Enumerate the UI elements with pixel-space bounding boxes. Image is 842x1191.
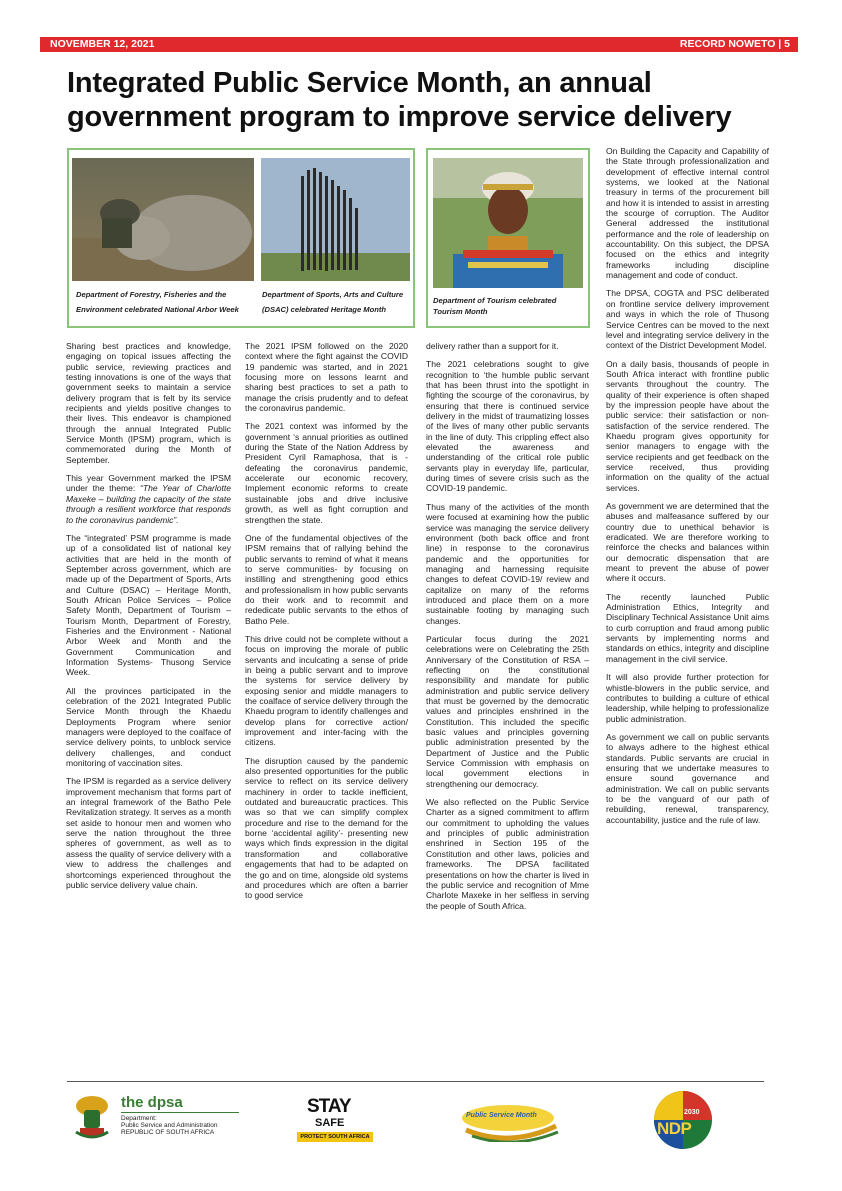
paragraph: The DPSA, COGTA and PSC deliberated on frontline service delivery improvement and ways in which the role of Thusong Service Centres can be moved to the next level and integrating service delivery in the context of the District Development Model. [606,288,769,351]
paragraph-theme: This year Government marked the IPSM under the theme: “The Year of Charlotte Maxeke – building the capacity of the state through a resilient workforce that responds to the coronavirus pandemic”. [66,473,231,525]
dpsa-dept-label: Department: [121,1115,157,1122]
stay-safe-mid: SAFE [315,1117,345,1129]
article-title: Integrated Public Service Month, an annual government program to improve service delivery [67,67,732,133]
public-service-month-logo [458,1100,562,1142]
paragraph: The recently launched Public Administration Ethics, Integrity and Disciplinary Technical Assistance Unit aims to curb corruption and fraud among public servants by implementing norms and standards on ethics, integrity and discipline management in the civil service. [606,591,769,664]
dpsa-logo [70,1092,240,1142]
caption-tourism: Department of Tourism celebrated Tourism Month [433,296,557,316]
paragraph: We also reflected on the Public Service Charter as a signed commitment to affirm our commitment to upholding the values and principles of public administration enshrined in Section 195 of the Constitution and other laws, policies and frameworks. The DPSA facilitated presentations on how the charter is lived in the public service and recognition of Mme Charlote Maxeke in her selfless in serving the people of South Africa. [426,797,589,911]
ndp-year: 2030 [684,1109,700,1116]
paragraph: It will also provide further protection for whistle-blowers in the public service, and contributes to building a culture of ethical leadership, while helping to professionalize public administration. [606,672,769,724]
article-column-1 [66,341,231,898]
dpsa-name: the dpsa [121,1094,183,1111]
paragraph: On a daily basis, thousands of people in South Africa interact with frontline public servants throughout the country. The quality of their experience is often shaped by the impression people have about the public service: their satisfaction or non-satisfaction of the service rendered. The Khaedu program gives opportunity for senior managers to engage with the service recipients and get feedback on the service received, thus providing information on the quality of the actual services. [606,358,769,493]
paragraph: The 2021 IPSM followed on the 2020 context where the fight against the COVID 19 pandemic was started, and in 2021 focusing more on lessons learnt and sharing best practices to set a path to manage the crisis prudently and to defeat the coronavirus pandemic. [245,341,408,414]
paragraph: The “integrated’ PSM programme is made up of a consolidated list of national key activities that are held in the month of September across government, which are made up of the Department of Sports, Arts and Culture (DSAC) – Heritage Month, South African Police Services – Police Safety Month, Department of Tourism – Tourism Month, Department of Forestry, Fisheries and the Environment - National Arbor Week and Month and the Government Communication and Information Systems- Thusong Service Week. [66,532,231,678]
paragraph: One of the fundamental objectives of the IPSM remains that of rallying behind the public servants to remind of what it means to serve communities- by focusing on instilling and strengthening good ethics and professionalism in how public servants do their work and to recommit and rededicate public servants to the ethos of Batho Pele. [245,532,408,626]
caption-dsac: Department of Sports, Arts and Culture (DSAC) celebrated Heritage Month [262,290,404,314]
stay-safe-top: STAY [307,1096,351,1117]
paragraph: All the provinces participated in the celebration of the 2021 Integrated Public Service Month through the Khaedu Deployments Program where senior managers were deployed to the coalface of service delivery points, to unblock service delivery challenges, and conduct monitoring of vaccination sites. [66,685,231,769]
paragraph: On Building the Capacity and Capability of the State through professionalization and development of effective internal control systems, we looked at the National treasury in terms of the procurement bill and how it is intended to assist in arresting the scourge of corruption. The Auditor General addressed the institutional performance and the role of leadership on accountability. On this subject, the DPSA focused on the ethics and integrity frameworks including discipline management and code of conduct. [606,146,769,281]
dpsa-rule [121,1112,239,1113]
paragraph: This drive could not be complete without a focus on improving the morale of public servants and inculcating a sense of pride in being a public servant and to improve the systems for service delivery by exposing senior and middle managers to the coalface of service delivery through the Khaedu program to identify challenges and develop plans for corrective action/ improvement and inter-facing with the citizens. [245,633,408,748]
footer-divider [67,1081,764,1082]
paragraph: Particular focus during the 2021 celebrations were on Celebrating the 25th Anniversary of the Constitution of RSA – reflecting on the constitutional responsibility and mandate for public administration and public service delivery that must be governed by the democratic values and principles enshrined in the Constitution. This included the specific basic values and principles governing public administration presented by the Department of Justice and the Public Service Commission with emphasis on local government elections in strengthening our democracy. [426,633,589,789]
tourism-woman-photo [433,158,583,288]
dpsa-country: REPUBLIC OF SOUTH AFRICA [121,1129,215,1136]
caption-forestry: Department of Forestry, Fisheries and the Environment celebrated National Arbor Week [76,290,239,314]
paragraph: As government we are determined that the abuses and malfeasance suffered by our country due to unethical behavior is eradicated. We are therefore working to reinforce the checks and balances within our democratic dispensation that are meant to prevent the abuse of power where it occurs. [606,501,769,584]
paragraph: The 2021 context was informed by the government ‘s annual priorities as outlined during the State of the Nation Address by President Cyril Ramaphosa, that is - defeating the coronavirus pandemic, accelerate our economic recovery, Implement economic reforms to create sustainable jobs and drive inclusive growth, as well as fight corruption and strengthen the state. [245,421,408,525]
paragraph: Thus many of the activities of the month were focused at examining how the public service was managing the service delivery environment (both back office and front line) in response to the coronavirus pandemic and the opportunities for managing and harnessing requisite changes to defeat COVID-19/ review and capitalize on many of the reforms introduced and place them on a more sustainable footing by managing such changes. [426,501,589,626]
paragraph: As government we call on public servants to always adhere to the highest ethical standards. Public servants are crucial in ensuring that we undertake measures to ensure sound governance and administration. We call on public servants to be the vanguard of our path of rebuilding, renewal, transparency, accountability, justice and the rule of law. [606,731,769,825]
header-bar [40,37,798,52]
paragraph: delivery rather than a support for it. [426,341,559,351]
publication-page: RECORD NOWETO | 5 [679,38,790,50]
paragraph: The 2021 celebrations sought to give recognition to ‘the humble public servant that has been thrust into the spotlight in fighting the scourge of the coronavirus, by ensuring that there is continued service delivery in the midst of traumatizing losses of the lives of many other public servants in the line of duty. This crippling effect also elevated the awareness and understanding of the critical role public servants play in everyday life, particular, during times of severe crisis such as the COVID-19 pandemic. [426,359,589,494]
paragraph: Sharing best practices and knowledge, engaging on topical issues affecting the public service, reviewing practices and testing innovations is one of the ways that government seeks to maintain a service delivery program that is felt by its service recipients and yields positive changes to their lives. This endeavor is championed through the annual Integrated Public Service Month (IPSM) program, which is commemorated during the Month of September. [66,341,231,465]
ndp-2030-logo [650,1090,716,1150]
issue-date: NOVEMBER 12, 2021 [50,38,155,50]
stay-safe-banner: PROTECT SOUTH AFRICA [297,1132,373,1142]
dpsa-dept-name: Public Service and Administration [121,1122,218,1129]
rhino-photo [72,158,254,281]
article-column-3 [426,341,589,919]
psm-swoosh-icon [458,1100,562,1142]
article-column-4 [606,146,769,833]
stay-safe-logo [297,1096,373,1144]
coat-of-arms-icon [70,1092,114,1142]
paragraph: The disruption caused by the pandemic also presented opportunities for the public service to reflect on its service delivery machinery in order to tackle inefficient, outdated and bureaucratic practices. This was so that we can simplify complex procedure and rise to the demand for the borne ‘accidental agility’- presenting new ways which finds expression in the digital transformation and collaborative engagements that had to be adapted on the go and on time, alongside old systems and procedures which are often a barrier to good service [245,755,408,901]
psm-logo-text: Public Service Month [466,1112,537,1119]
paragraph: The IPSM is regarded as a service delivery improvement mechanism that forms part of an integral framework of the Batho Pele Revitalization strategy. It serves as a month set aside to honour men and women who serve the nation throughout the three spheres of government, as well as to assess the quality of service delivery with a view to address the challenges and shortcomings experienced throughout the public service delivery value chain. [66,776,231,890]
ndp-text: NDP [657,1119,692,1138]
sculpture-photo [261,158,410,281]
article-column-2 [245,341,408,909]
